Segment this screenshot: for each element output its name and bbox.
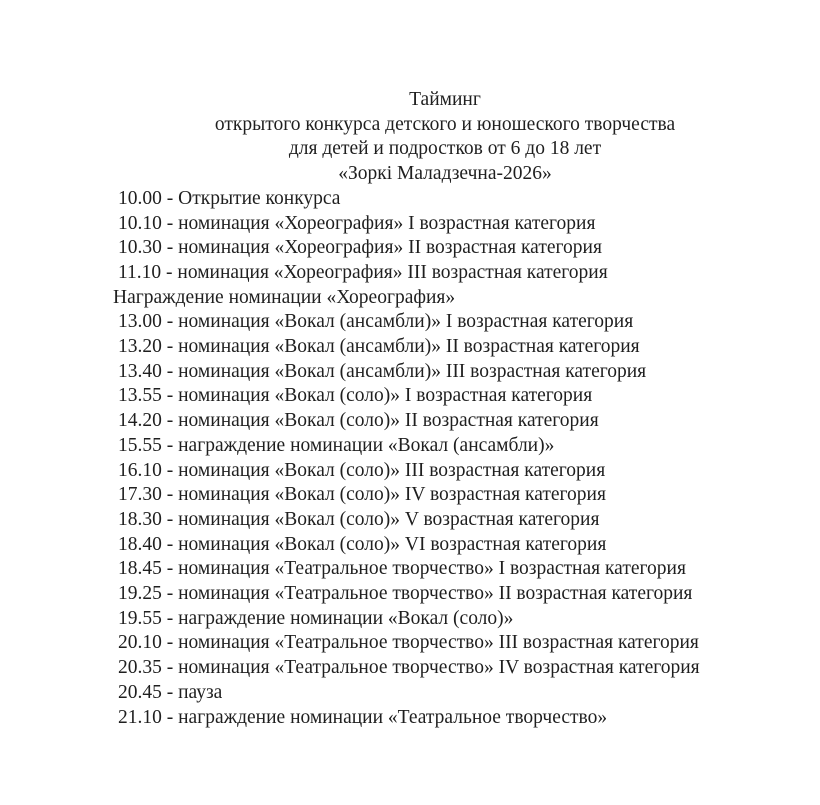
document-title xyxy=(118,88,772,187)
title-line-subtitle: открытого конкурса детского и юношеского творчества xyxy=(214,113,676,135)
schedule-line: 14.20 - номинация «Вокал (соло)» II возрастная категория xyxy=(118,410,599,432)
schedule-line: 19.25 - номинация «Театральное творчество» II возрастная категория xyxy=(118,583,693,605)
schedule-line: 18.45 - номинация «Театральное творчество» I возрастная категория xyxy=(118,558,686,580)
schedule-line: 20.45 - пауза xyxy=(118,681,223,703)
schedule-line: 21.10 - награждение номинации «Театральное творчество» xyxy=(118,706,608,728)
schedule-line: 20.35 - номинация «Театральное творчество» IV возрастная категория xyxy=(118,657,700,679)
schedule-line: 18.40 - номинация «Вокал (соло)» VI возрастная категория xyxy=(118,533,607,555)
schedule-line: 13.00 - номинация «Вокал (ансамбли)» I возрастная категория xyxy=(118,311,634,333)
schedule-line: 10.30 - номинация «Хореография» II возрастная категория xyxy=(118,237,602,259)
schedule-line: 10.10 - номинация «Хореография» I возрастная категория xyxy=(118,212,596,234)
schedule-line: 19.55 - награждение номинации «Вокал (соло)» xyxy=(118,607,514,629)
schedule-line: 11.10 - номинация «Хореография» III возрастная категория xyxy=(118,261,608,283)
schedule-line: 16.10 - номинация «Вокал (соло)» III возрастная категория xyxy=(118,459,606,481)
schedule-line: 13.55 - номинация «Вокал (соло)» I возрастная категория xyxy=(118,385,593,407)
schedule-line: 10.00 - Открытие конкурса xyxy=(118,187,341,209)
schedule-line: 13.20 - номинация «Вокал (ансамбли)» II возрастная категория xyxy=(118,336,640,358)
title-line-event: «Зоркі Маладзечна-2026» xyxy=(338,163,552,185)
schedule-line: 13.40 - номинация «Вокал (ансамбли)» III возрастная категория xyxy=(118,360,647,382)
schedule-line: 15.55 - награждение номинации «Вокал (ансамбли)» xyxy=(118,434,555,456)
title-line-ages: для детей и подростков от 6 до 18 лет xyxy=(288,138,602,160)
schedule-line-award-choreography: Награждение номинации «Хореография» xyxy=(113,286,456,308)
schedule-line: 17.30 - номинация «Вокал (соло)» IV возрастная категория xyxy=(118,484,606,506)
schedule-list xyxy=(113,187,772,730)
schedule-line: 20.10 - номинация «Театральное творчество» III возрастная категория xyxy=(118,632,699,654)
title-line-main: Тайминг xyxy=(409,89,481,110)
schedule-line: 18.30 - номинация «Вокал (соло)» V возрастная категория xyxy=(118,508,600,530)
